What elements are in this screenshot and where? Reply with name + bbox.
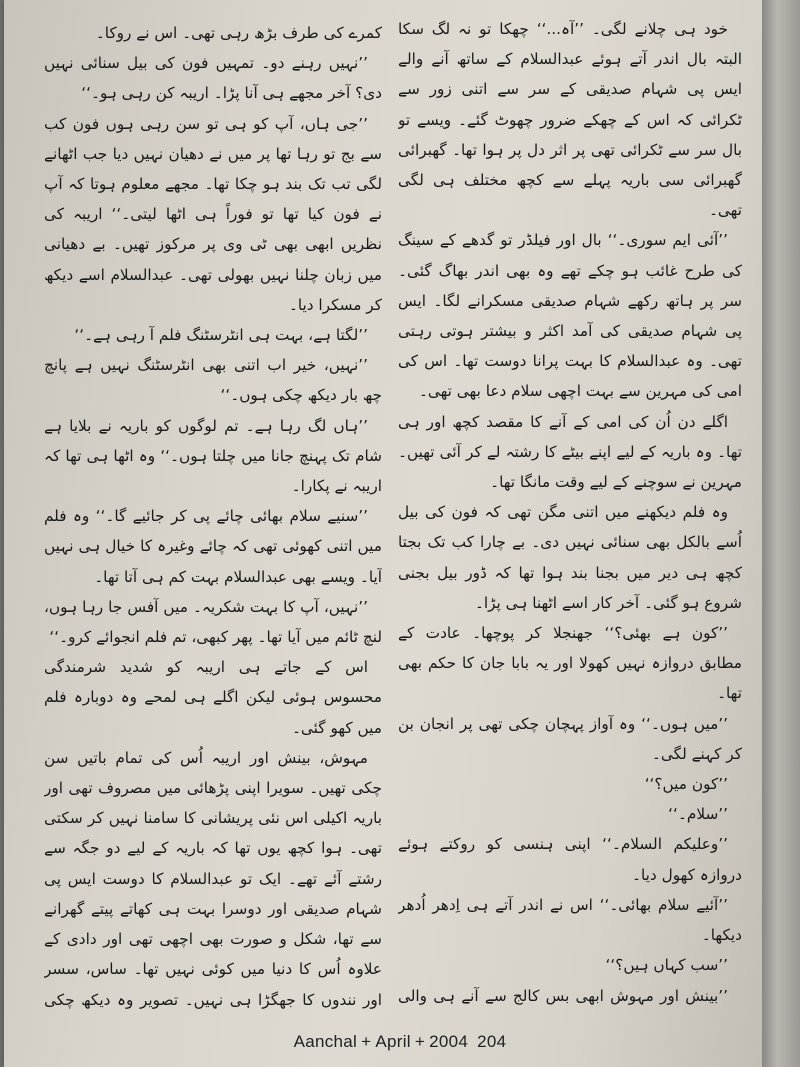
paragraph: ’’نہیں، خیر اب اتنی بھی انٹرسٹنگ نہیں ہے پانچ چھ بار دیکھ چکی ہوں۔‘‘ — [44, 356, 382, 405]
page-edge — [762, 0, 800, 1067]
paragraph: ’’لگتا ہے، بہت ہی انٹرسٹنگ فلم آ رہی ہے۔‘‘ — [74, 326, 368, 345]
magazine-page — [4, 0, 762, 1067]
paragraph: ’’کون میں؟‘‘ — [644, 775, 728, 794]
paragraph: خود ہی چلانے لگی۔ ’’آہ...‘‘ چھکا تو نہ لگ سکا البتہ بال اندر آتے ہوئے عبدالسلام کے ساتھ آنے والے ایس پی شہام صدیقی کے سر سے اتنی زور سے ٹکرائی کہ اس کے چھکے ضرور چھوٹ گئے۔ ویسے تو بال سر سے ٹکرائی تھی پر اثر دل پر ہوا تھا۔ گھبرائی گھبرائی سی باریہ پہلے سے کچھ مختلف ہی لگی تھی۔ — [398, 20, 742, 220]
paragraph: ’’سب کہاں ہیں؟‘‘ — [605, 956, 728, 975]
paragraph: ’’نہیں رہنے دو۔ تمہیں فون کی بیل سنائی نہیں دی؟ آخر مجھے ہی آنا پڑا۔ اریبہ کن رہی ہو۔‘‘ — [44, 54, 382, 103]
paragraph: ’’جی ہاں، آپ کو ہی تو سن رہی ہوں فون کب سے بج تو رہا تھا پر میں نے دھیان نہیں دیا جب اٹھانے لگی تب تک بند ہو چکا تھا۔ مجھے معلوم ہوتا کہ آپ نے فون کیا تھا تو فوراً ہی اٹھا لیتی۔‘‘ اریبہ کی نظریں ابھی بھی ٹی وی پر مرکوز تھیں۔ بے دھیانی میں زبان چلنا نہیں بھولی تھی۔ عبدالسلام اسے دیکھ کر مسکرا دیا۔ — [44, 114, 382, 314]
paragraph: ’’سلام۔‘‘ — [668, 805, 728, 824]
paragraph: ’’کون ہے بھئی؟‘‘ جھنجلا کر پوچھا۔ عادت کے مطابق دروازہ نہیں کھولا اور یہ بابا جان کا حکم بھی تھا۔ — [398, 624, 742, 703]
paragraph: ’’وعلیکم السلام۔‘‘ اپنی ہنسی کو روکتے ہوئے دروازہ کھول دیا۔ — [398, 835, 742, 884]
paragraph: ’’بینش اور مہوش ابھی بس کالج سے آنے ہی والی — [398, 986, 728, 1005]
page-footer — [0, 1032, 800, 1052]
paragraph: کمرے کی طرف بڑھ رہی تھی۔ اس نے روکا۔ — [95, 24, 382, 42]
paragraph: ’’آئیے سلام بھائی۔‘‘ اس نے اندر آتے ہی اِدھر اُدھر دیکھا۔ — [398, 895, 742, 945]
right-text-column — [398, 14, 742, 1014]
issue-year: 2004 — [429, 1032, 469, 1051]
left-text-column — [44, 18, 382, 1018]
footer-separator: + — [361, 1032, 372, 1051]
paragraph: وہ فلم دیکھنے میں اتنی مگن تھی کہ فون کی بیل اُسے بالکل بھی سنائی نہیں دی۔ بے چارا کب تک بجتا کچھ ہی دیر میں بجنا بند ہوا تھا کہ ڈور بیل بجنی شروع ہو گئی۔ آخر کار اسے اٹھنا ہی پڑا۔ — [398, 503, 742, 612]
issue-month: April — [375, 1032, 411, 1051]
page-number: 204 — [477, 1032, 507, 1051]
paragraph: ’’سنیے سلام بھائی چائے پی کر جائیے گا۔‘‘ وہ فلم میں اتنی کھوئی تھی کہ چائے وغیرہ کا خیال ہی نہیں آیا۔ ویسے بھی عبدالسلام بہت کم ہی آتا تھا۔ — [44, 507, 382, 586]
paragraph: ’’نہیں، آپ کا بہت شکریہ۔ میں آفس جا رہا ہوں، لنچ ٹائم میں آیا تھا۔ پھر کبھی، تم فلم انجوائے کرو۔‘‘ — [44, 597, 382, 647]
paragraph: اگلے دن اُن کی امی کے آنے کا مقصد کچھ اور ہی تھا۔ وہ باریہ کے لیے اپنے بیٹے کا رشتہ لے کر آئی تھیں۔ مہرین نے سوچنے کے لیے وقت مانگا تھا۔ — [398, 412, 742, 492]
footer-separator: + — [414, 1032, 426, 1051]
paragraph: ’’میں ہوں۔‘‘ وہ آواز پہچان چکی تھی پر انجان بن کر کہنے لگی۔ — [398, 714, 742, 763]
paragraph: ’’ہاں لگ رہا ہے۔ تم لوگوں کو باریہ نے بلایا ہے شام تک پہنچ جانا میں چلتا ہوں۔‘‘ وہ اٹھا ہی تھا کہ اریبہ نے پکارا۔ — [44, 416, 382, 496]
paragraph: ’’آئی ایم سوری۔‘‘ بال اور فیلڈر تو گدھے کے سینگ کی طرح غائب ہو چکے تھے وہ بھی اندر بھاگ گئی۔ سر پر ہاتھ رکھے شہام صدیقی مسکرانے لگا۔ ایس پی شہام صدیقی کی آمد اکثر و بیشتر ہوتی رہتی تھی۔ وہ عبدالسلام کا بہت پرانا دوست تھا۔ اس کی امی کی مہرین سے بہت اچھی سلام دعا بھی تھی۔ — [398, 231, 742, 401]
magazine-name: Aanchal — [293, 1032, 358, 1051]
paragraph: مہوش، بینش اور اریبہ اُس کی تمام باتیں سن چکی تھیں۔ سویرا اپنی پڑھائی میں مصروف تھی اور باریہ اکیلی اس نئی پریشانی کا سامنا نہیں کر سکتی تھی۔ ہوا کچھ یوں تھا کہ باریہ کے لیے دو جگہ سے رشتے آئے تھے۔ ایک تو عبدالسلام کا دوست ایس پی شہام صدیقی اور دوسرا بہت ہی کھاتے پیتے گھرانے سے تھا، شکل و صورت بھی اچھی تھی اور دادی کے علاوہ اُس کا دنیا میں کوئی نہیں تھا۔ ساس، سسر اور نندوں کا جھگڑا ہی نہیں۔ تصویر وہ دیکھ چکی — [44, 748, 382, 1009]
paragraph: اس کے جاتے ہی اریبہ کو شدید شرمندگی محسوس ہوئی لیکن اگلے ہی لمحے وہ دوبارہ فلم میں کھو گئی۔ — [44, 658, 382, 737]
